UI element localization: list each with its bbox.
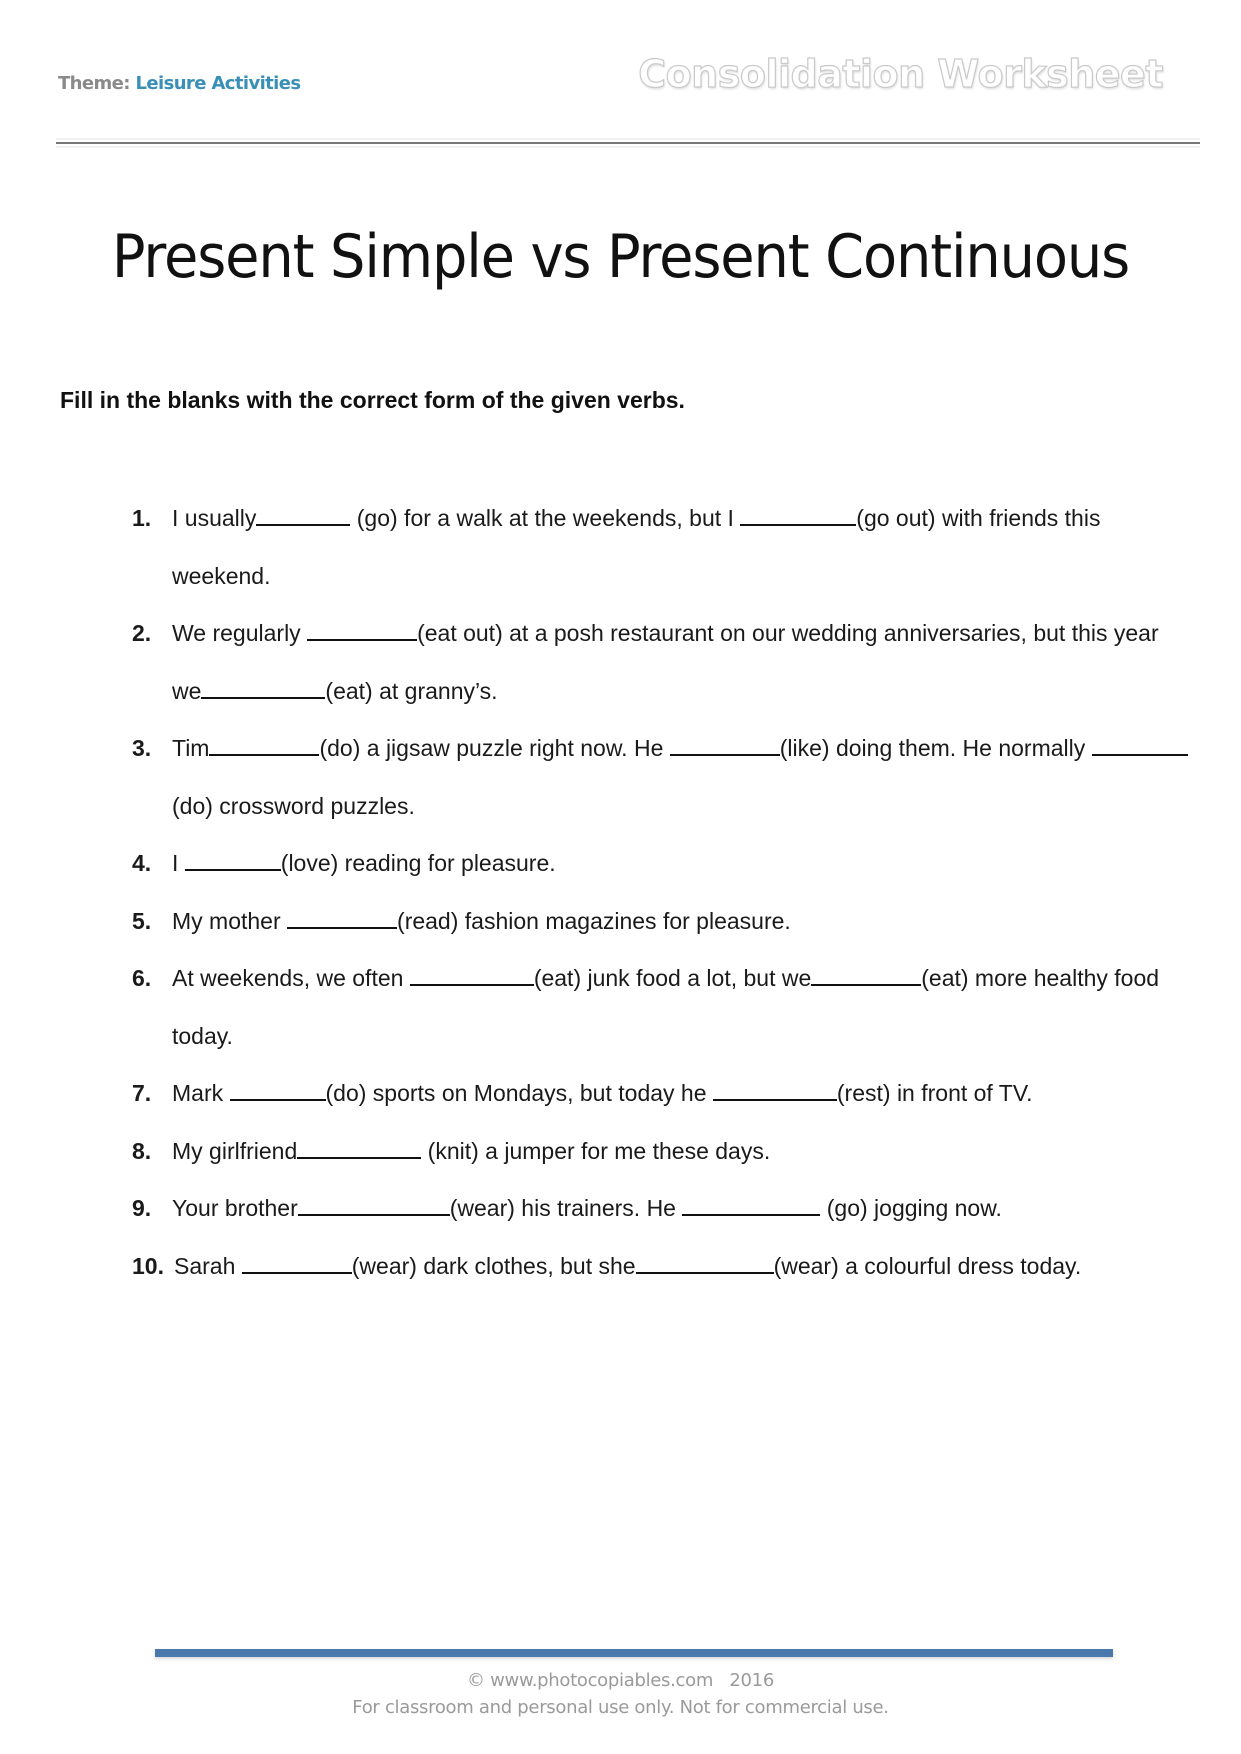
item-text: (wear) dark clothes, but she <box>351 1252 636 1279</box>
exercise-item <box>132 1180 1192 1238</box>
item-text: (go) for a walk at the weekends, but I <box>350 505 741 531</box>
answer-blank[interactable] <box>230 1081 326 1101</box>
answer-blank[interactable] <box>307 621 417 641</box>
item-number: 9. <box>132 1195 152 1221</box>
answer-blank[interactable] <box>670 736 780 756</box>
item-text: (read) fashion magazines for pleasure. <box>397 907 791 934</box>
item-text: (do) crossword puzzles. <box>172 792 415 819</box>
exercise-item <box>132 835 1192 893</box>
instructions: Fill in the blanks with the correct form of the given verbs. <box>60 387 685 413</box>
answer-blank[interactable] <box>209 736 319 756</box>
answer-blank[interactable] <box>242 1254 352 1274</box>
item-text: My mother <box>172 907 288 934</box>
answer-blank[interactable] <box>1092 736 1188 756</box>
answer-blank[interactable] <box>256 506 350 526</box>
exercise-item <box>132 605 1192 720</box>
theme-prefix: Theme: <box>58 73 130 94</box>
exercise-item <box>132 490 1192 605</box>
footer-divider <box>155 1649 1113 1657</box>
item-text: (love) reading for pleasure. <box>280 850 556 876</box>
item-number: 3. <box>132 735 152 761</box>
item-number: 7. <box>132 1080 152 1106</box>
item-text: My girlfriend <box>172 1137 298 1164</box>
exercise-item <box>132 893 1192 951</box>
exercise-item <box>132 950 1192 1065</box>
item-number: 8. <box>132 1137 152 1164</box>
answer-blank[interactable] <box>298 1196 450 1216</box>
theme-label <box>58 73 300 94</box>
answer-blank[interactable] <box>811 966 921 986</box>
item-number: 10. <box>132 1252 164 1279</box>
answer-blank[interactable] <box>287 909 397 929</box>
exercise-item <box>132 1065 1192 1123</box>
item-number: 4. <box>132 850 152 876</box>
item-number: 2. <box>132 620 152 646</box>
exercise-item <box>132 1123 1192 1181</box>
answer-blank[interactable] <box>713 1081 837 1101</box>
exercise-list <box>132 490 1192 1295</box>
answer-blank[interactable] <box>185 851 281 871</box>
item-text: I <box>172 850 185 876</box>
item-text: Tim <box>172 735 210 761</box>
exercise-item <box>132 720 1192 835</box>
worksheet-type-heading: Consolidation Worksheet <box>638 52 1163 96</box>
answer-blank[interactable] <box>740 506 856 526</box>
item-text: (like) doing them. He normally <box>779 735 1092 761</box>
item-text: (eat) more healthy food today. <box>172 965 1166 1049</box>
item-number: 1. <box>132 505 152 531</box>
item-text: (eat) at granny’s. <box>325 677 498 704</box>
item-number: 5. <box>132 907 152 934</box>
footer-usage-note: For classroom and personal use only. Not for commercial use. <box>352 1697 889 1718</box>
exercise-item <box>132 1238 1192 1296</box>
item-text: (eat out) at a posh restaurant on our wedding anniversaries, but this year we <box>172 620 1166 704</box>
item-text: (go out) with friends this weekend. <box>172 505 1107 589</box>
item-text: (rest) in front of TV. <box>836 1080 1033 1106</box>
answer-blank[interactable] <box>410 966 534 986</box>
item-text: (knit) a jumper for me these days. <box>421 1137 771 1164</box>
item-number: 6. <box>132 965 152 991</box>
answer-blank[interactable] <box>682 1196 820 1216</box>
item-text: (go) jogging now. <box>820 1195 1002 1221</box>
footer-copyright: © www.photocopiables.com 2016 <box>467 1670 774 1691</box>
item-text: (wear) his trainers. He <box>449 1195 683 1221</box>
item-text: Your brother <box>172 1195 298 1221</box>
item-text: I usually <box>172 505 257 531</box>
item-text: We regularly <box>172 620 308 646</box>
page-title: Present Simple vs Present Continuous <box>111 222 1130 292</box>
item-text: At weekends, we often <box>172 965 410 991</box>
item-text: (wear) a colourful dress today. <box>773 1252 1082 1279</box>
answer-blank[interactable] <box>636 1254 774 1274</box>
item-text: (do) sports on Mondays, but today he <box>325 1080 713 1106</box>
theme-value: Leisure Activities <box>135 73 301 94</box>
answer-blank[interactable] <box>297 1139 421 1159</box>
item-text: Sarah <box>174 1252 242 1279</box>
header-divider <box>56 142 1200 144</box>
item-text: Mark <box>172 1080 230 1106</box>
answer-blank[interactable] <box>201 679 325 699</box>
item-text: (eat) junk food a lot, but we <box>533 965 812 991</box>
item-text: (do) a jigsaw puzzle right now. He <box>319 735 670 761</box>
